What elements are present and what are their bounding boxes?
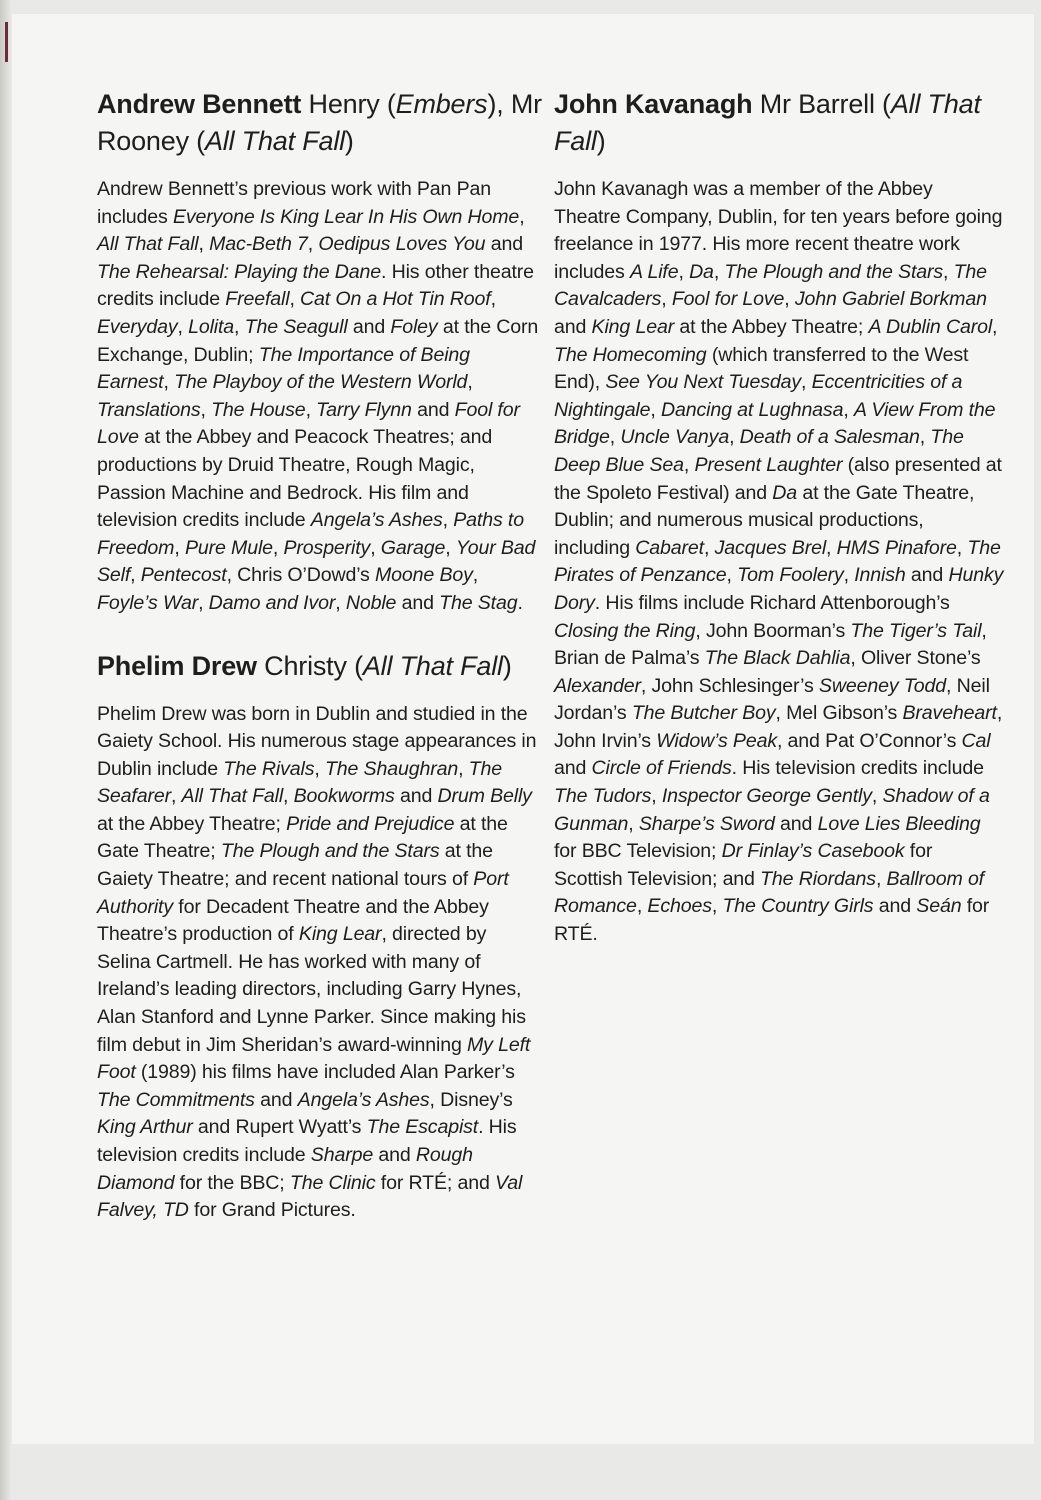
left-column (97, 86, 542, 1255)
text-run: , (729, 426, 740, 449)
text-run: , (272, 536, 284, 559)
text-run: , (703, 536, 715, 559)
title-italic: Everyone Is King Lear In His Own Home (172, 205, 520, 228)
title-italic: The Pirates of Penzance (554, 536, 1001, 587)
actor-role (257, 651, 512, 681)
title-italic: My Left Foot (97, 1033, 531, 1084)
text-run: , (370, 536, 381, 559)
title-italic: The Butcher Boy (631, 702, 776, 725)
text-run: , (636, 895, 648, 918)
text-run: at the Abbey Theatre; (674, 315, 869, 338)
text-run: and (774, 812, 818, 835)
title-italic: Sharpe (310, 1144, 374, 1166)
title-italic: Your Bad Self (97, 536, 536, 587)
text-run: and Rupert Wyatt’s (192, 1116, 367, 1139)
title-italic: Pentecost (140, 564, 227, 587)
text-run: , (919, 426, 931, 449)
title-italic: John Gabriel Borkman (794, 288, 987, 311)
text-run: Andrew Bennett’s previous work with Pan Pan includes (97, 178, 491, 228)
title-italic: The Rehearsal: Playing the Dane (97, 260, 381, 283)
title-italic: The Riordans (760, 867, 876, 890)
title-italic: All That Fall (97, 233, 199, 256)
title-italic: Ballroom of Romance (554, 867, 984, 918)
text-run: and (347, 315, 391, 338)
text-run: (1989) his films have included Alan Parker’s (135, 1061, 515, 1084)
text-run: , (956, 536, 968, 559)
title-italic: The Plough and the Stars (220, 840, 440, 863)
title-italic: The Clinic (289, 1171, 376, 1194)
title-italic: Angela’s Ashes (297, 1088, 430, 1111)
title-italic: Damo and Ivor (208, 591, 336, 614)
title-italic: The House (211, 398, 306, 421)
text-run: , (163, 371, 175, 394)
text-run: , (992, 315, 998, 338)
right-column (554, 86, 1004, 979)
title-italic: The Black Dahlia (704, 647, 851, 670)
text-run: and (394, 785, 438, 808)
text-run: John Kavanagh was a member of the Abbey Theatre Company, Dublin, for ten years before going freelance in 1977. His more recent theatre work includes (554, 178, 1003, 283)
text-run: , Oliver Stone’s (850, 647, 981, 670)
text-run: for Grand Pictures. (188, 1199, 356, 1222)
title-italic: Dr Finlay’s Casebook (721, 840, 905, 863)
title-italic: All That Fall (554, 89, 981, 156)
text-run: , (871, 785, 883, 808)
text-run: for RTÉ; and (375, 1171, 496, 1194)
page-spine (0, 0, 12, 1500)
text-run: , (472, 564, 479, 587)
title-italic: The Tiger’s Tail (850, 619, 982, 642)
text-run: (which transferred to the West End), (554, 343, 969, 394)
text-run: , (200, 398, 212, 421)
title-italic: Jacques Brel (714, 536, 827, 559)
text-run: . His television credits include (731, 757, 984, 780)
actor-name: John Kavanagh (554, 89, 753, 119)
bio-phelim-drew (97, 648, 542, 1225)
text-run: for RTÉ. (554, 895, 990, 946)
text-run: , directed by Selina Cartmell. He has worked with many of Ireland’s leading directors, including Garry Hynes, Alan Stanford and Lynne Parker. Since making his film debut in Jim Sheridan’s award-winning (97, 923, 526, 1056)
title-italic: The Stag (439, 591, 518, 614)
text-run: , (843, 564, 855, 587)
text-run: , (650, 398, 661, 421)
title-italic: Moone Boy (375, 564, 473, 587)
text-run: for the BBC; (174, 1171, 290, 1194)
text-run: Mr Barrell ( (752, 89, 891, 119)
bio-text (554, 176, 1004, 949)
title-italic: The Country Girls (722, 895, 874, 918)
title-italic: King Lear (591, 315, 675, 338)
title-italic: Love Lies Bleeding (817, 812, 981, 835)
title-italic: Pride and Prejudice (286, 812, 455, 835)
actor-name: Andrew Bennett (97, 89, 302, 119)
title-italic: The Importance of Being Earnest (97, 343, 470, 394)
title-italic: A View From the Bridge (554, 398, 996, 449)
title-italic: Innish (854, 564, 906, 587)
title-italic: A Dublin Carol (868, 315, 993, 338)
title-italic: The Seafarer (97, 757, 502, 808)
text-run: , John Schlesinger’s (640, 674, 819, 697)
text-run: , (678, 260, 690, 283)
text-run: at the Gate Theatre; (97, 812, 508, 863)
title-italic: Inspector George Gently (661, 785, 872, 808)
title-italic: The Rivals (223, 757, 315, 780)
title-italic: Bookworms (293, 785, 395, 808)
text-run: . (517, 591, 523, 614)
bio-heading (554, 86, 1004, 160)
title-italic: King Lear (298, 923, 382, 946)
text-run: , (784, 288, 795, 311)
text-run: and (411, 398, 455, 421)
title-italic: Foyle’s War (97, 591, 199, 614)
text-run: ), Mr Rooney ( (97, 89, 542, 156)
title-italic: Noble (345, 591, 397, 614)
title-italic: Drum Belly (437, 785, 532, 808)
title-italic: Sharpe’s Sword (638, 812, 775, 835)
title-italic: Oedipus Loves You (318, 233, 486, 256)
title-italic: Paths to Freedom (97, 509, 524, 559)
text-run: at the Gate Theatre, Dublin; and numerous musical productions, including (554, 481, 975, 559)
title-italic: King Arthur (97, 1116, 193, 1139)
text-run: , (198, 233, 210, 256)
bio-text (97, 701, 542, 1225)
text-run: , and Pat O’Connor’s (776, 729, 962, 752)
title-italic: The Deep Blue Sea (554, 426, 964, 476)
text-run: at the Corn Exchange, Dublin; (97, 315, 539, 366)
text-run: and (485, 233, 523, 256)
title-italic: All That Fall (204, 126, 345, 156)
title-italic: Port Authority (97, 868, 509, 918)
title-italic: The Cavalcaders (554, 260, 987, 311)
title-italic: Hunky Dory (554, 564, 1004, 614)
text-run: , Disney’s (429, 1088, 513, 1111)
title-italic: Cat On a Hot Tin Roof (300, 288, 491, 311)
text-run: and (873, 895, 917, 918)
text-run: , (519, 205, 525, 228)
text-run: , Mel Gibson’s (775, 702, 903, 725)
title-italic: All That Fall (181, 785, 284, 808)
text-run: Phelim Drew was born in Dublin and studied in the Gaiety School. His numerous stage appearances in Dublin include (97, 702, 537, 780)
title-italic: Mac-Beth 7 (209, 233, 308, 256)
title-italic: Angela’s Ashes (310, 509, 443, 532)
title-italic: Garage (380, 536, 446, 559)
text-run: , (801, 371, 812, 394)
text-run: (also presented at the Spoleto Festival) and (554, 453, 1002, 504)
text-run: , (445, 536, 456, 559)
text-run: , (843, 398, 854, 421)
title-italic: Closing the Ring (554, 619, 696, 642)
title-italic: The Escapist (366, 1116, 479, 1139)
title-italic: Eccentricities of a Nightingale (554, 371, 963, 421)
text-run: and (905, 564, 949, 587)
bio-heading (97, 86, 542, 160)
title-italic: Fool for Love (671, 288, 785, 311)
text-run: , Chris O’Dowd’s (226, 564, 375, 587)
title-italic: Seán (916, 895, 962, 918)
title-italic: The Homecoming (554, 343, 707, 366)
title-italic: Echoes (647, 895, 712, 918)
title-italic: Shadow of a Gunman (554, 785, 990, 835)
text-run: at the Abbey and Peacock Theatres; and productions by Druid Theatre, Rough Magic, Passion Machine and Bedrock. His film and television credits include (97, 426, 493, 532)
text-run: , (875, 867, 887, 890)
title-italic: Pure Mule (184, 536, 273, 559)
title-italic: The Seagull (244, 315, 348, 338)
text-run: , (130, 564, 141, 587)
spine-color-mark (5, 22, 8, 62)
text-run: , (170, 785, 182, 808)
title-italic: Alexander (554, 674, 641, 697)
text-run: , (726, 564, 738, 587)
title-italic: Cal (961, 729, 991, 752)
text-run: Henry ( (301, 89, 396, 119)
text-run: , (651, 785, 662, 808)
bio-heading (97, 648, 542, 685)
title-italic: Circle of Friends (591, 757, 732, 780)
text-run: , (442, 509, 454, 532)
title-italic: Uncle Vanya (620, 426, 730, 449)
text-run: , (713, 260, 725, 283)
title-italic: Prosperity (283, 536, 371, 559)
text-run: , (177, 315, 189, 338)
text-run: at the Gaiety Theatre; and recent national tours of (97, 840, 493, 891)
text-run: , (307, 233, 319, 256)
title-italic: The Shaughran (324, 757, 459, 780)
title-italic: Embers (395, 89, 488, 119)
text-run: . His television credits include (97, 1116, 517, 1166)
bio-text (97, 176, 542, 618)
text-run: for Decadent Theatre and the Abbey Theatre’s production of (97, 895, 489, 946)
title-italic: Tarry Flynn (316, 398, 412, 421)
title-italic: HMS Pinafore (836, 536, 957, 559)
bio-john-kavanagh (554, 86, 1004, 949)
title-italic: Foley (390, 315, 438, 338)
text-run: , (234, 315, 245, 338)
text-run: ) (344, 126, 354, 156)
text-run: , (826, 536, 837, 559)
title-italic: Freefall (225, 288, 290, 311)
text-run: and (396, 591, 440, 614)
text-run: , (661, 288, 672, 311)
title-italic: Rough Diamond (97, 1144, 473, 1194)
text-run: , (467, 371, 473, 394)
title-italic: Sweeney Todd (818, 674, 947, 697)
text-run: , (289, 288, 301, 311)
text-run: , (683, 453, 695, 476)
title-italic: Da (772, 481, 798, 504)
title-italic: The Plough and the Stars (724, 260, 944, 283)
text-run: , (283, 785, 294, 808)
title-italic: Everyday (97, 315, 178, 338)
title-italic: Fool for Love (97, 398, 520, 449)
text-run: ) (502, 650, 512, 681)
text-run: , (490, 288, 496, 311)
text-run: ) (596, 126, 606, 156)
title-italic: Death of a Salesman (739, 426, 920, 449)
actor-name: Phelim Drew (97, 650, 257, 681)
text-run: Christy ( (256, 650, 363, 681)
text-run: and (254, 1088, 298, 1111)
text-run: , (305, 398, 317, 421)
title-italic: A Life (629, 260, 679, 283)
text-run: and (373, 1144, 416, 1166)
text-run: , Brian de Palma’s (554, 619, 987, 670)
title-italic: Translations (97, 398, 201, 421)
text-run: , (198, 591, 209, 614)
bio-andrew-bennett (97, 86, 542, 618)
text-run: , (314, 757, 325, 780)
title-italic: Cabaret (635, 536, 704, 559)
title-italic: Widow’s Peak (656, 729, 777, 752)
title-italic: Val Falvey, TD (97, 1171, 523, 1222)
text-run: . His other theatre credits include (97, 260, 534, 311)
text-run: and (554, 315, 592, 338)
title-italic: The Playboy of the Western World (174, 371, 468, 394)
text-run: , (711, 895, 723, 918)
text-run: , (174, 536, 185, 559)
title-italic: Dancing at Lughnasa (660, 398, 844, 421)
title-italic: Present Laughter (694, 453, 843, 476)
text-run: , John Boorman’s (695, 619, 851, 642)
title-italic: Braveheart (902, 702, 997, 725)
programme-page (12, 14, 1034, 1444)
title-italic: All That Fall (362, 650, 503, 681)
title-italic: Lolita (188, 315, 235, 338)
text-run: , (609, 426, 621, 449)
text-run: for Scottish Television; and (554, 840, 933, 890)
text-run: , (628, 812, 639, 835)
title-italic: Da (689, 260, 714, 283)
text-run: , (943, 260, 954, 283)
text-run: , (458, 757, 469, 780)
text-run: and (554, 757, 592, 780)
text-run: for BBC Television; (554, 840, 722, 863)
text-run: , (335, 591, 346, 614)
title-italic: See You Next Tuesday (605, 371, 801, 394)
title-italic: The Tudors (554, 785, 652, 808)
text-run: at the Abbey Theatre; (97, 812, 287, 835)
title-italic: Tom Foolery (737, 564, 844, 587)
text-run: . His films include Richard Attenborough’s (594, 591, 950, 614)
title-italic: The Commitments (97, 1088, 255, 1111)
text-run: , Neil Jordan’s (554, 674, 990, 725)
text-run: , John Irvin’s (554, 702, 1003, 752)
